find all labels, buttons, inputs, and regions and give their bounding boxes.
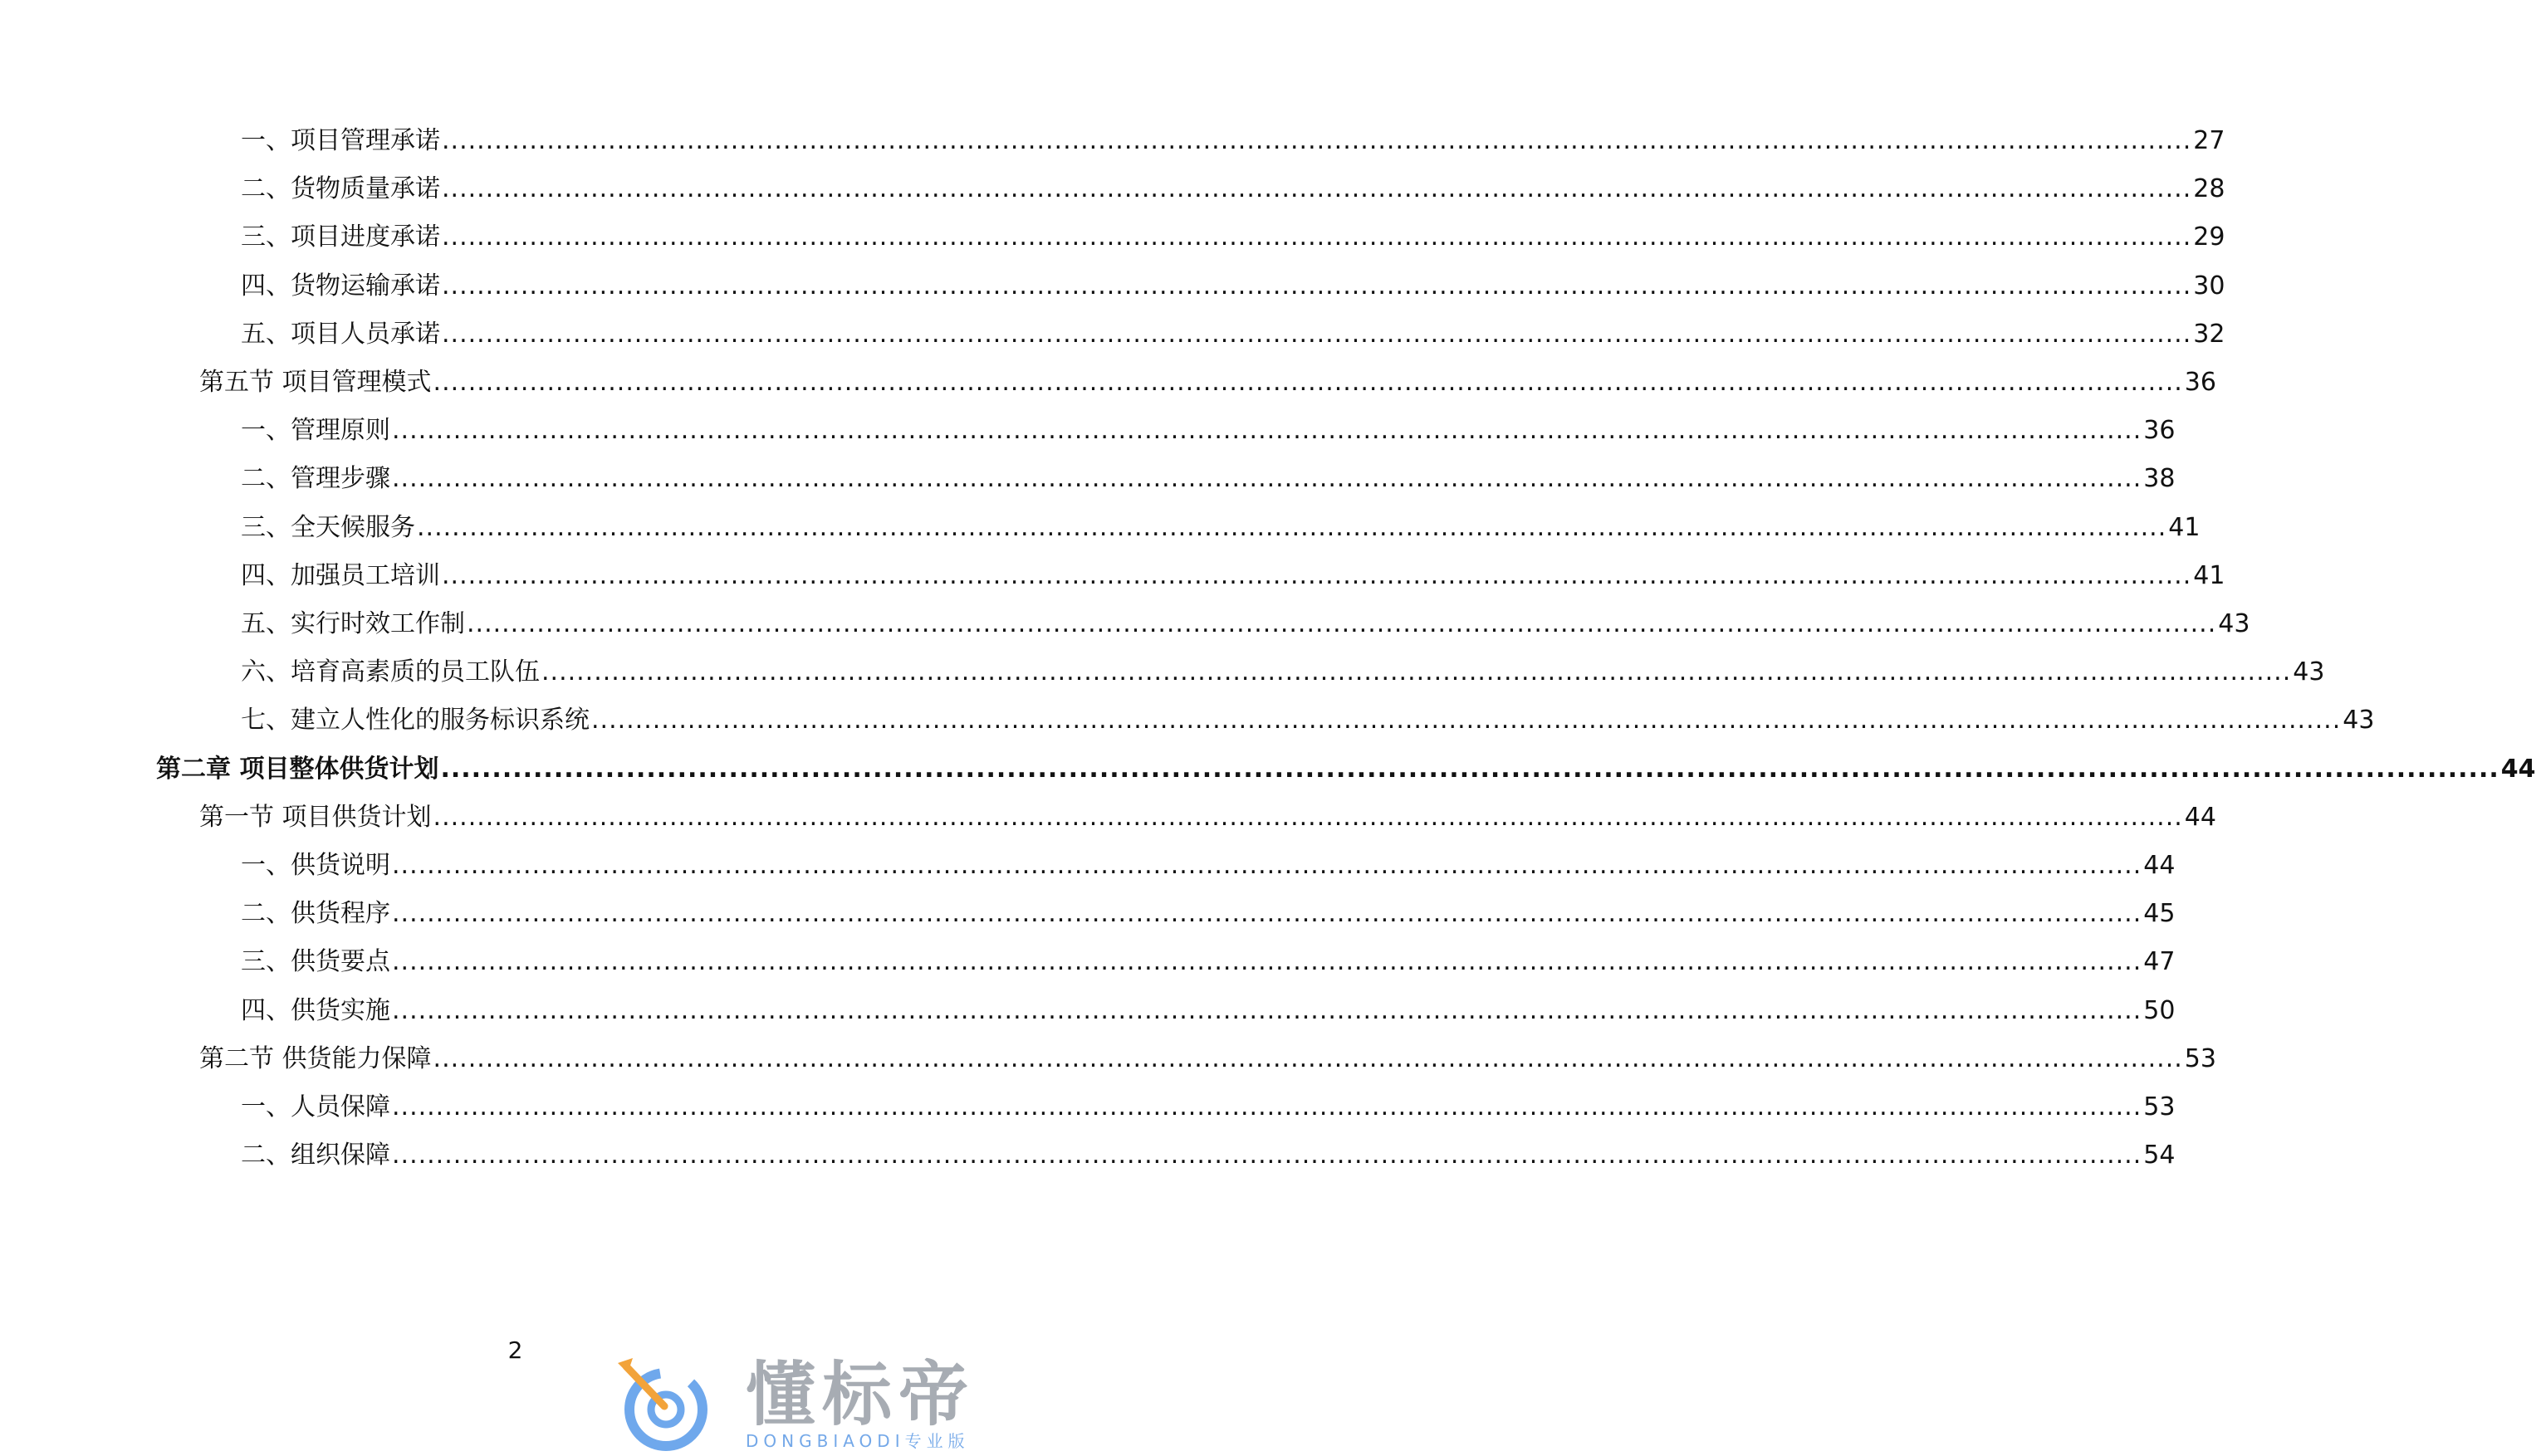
watermark-brand: 懂标帝 [746, 1354, 976, 1435]
toc-dot-leader: ........................................................................................................................................................................................................ [392, 851, 2142, 880]
toc-dot-leader: ........................................................................................................................................................................................................ [467, 609, 2217, 638]
toc-entry[interactable] [241, 654, 2325, 691]
toc-dot-leader: ........................................................................................................................................................................................................ [392, 464, 2142, 493]
toc-entry-label: 一、人员保障 [241, 1092, 390, 1121]
toc-entry-label: 二、组织保障 [241, 1141, 390, 1170]
toc-entry-page: 29 [2193, 222, 2225, 252]
toc-dot-leader: ........................................................................................................................................................................................................ [442, 174, 2192, 203]
toc-dot-leader: ........................................................................................................................................................................................................ [440, 755, 2499, 784]
toc-entry-page: 28 [2193, 174, 2225, 203]
toc-entry[interactable] [199, 799, 2216, 836]
toc-entry-label: 第五节 项目管理模式 [199, 368, 432, 397]
toc-entry[interactable] [241, 896, 2176, 932]
toc-entry-page: 38 [2143, 464, 2176, 493]
toc-entry[interactable] [241, 848, 2176, 884]
toc-entry-page: 54 [2143, 1141, 2176, 1170]
toc-dot-leader: ........................................................................................................................................................................................................ [433, 1044, 2183, 1073]
toc-entry-label: 四、货物运输承诺 [241, 271, 440, 300]
toc-entry[interactable] [241, 461, 2176, 497]
watermark-subtitle: DONGBIAODI专业版 [746, 1431, 970, 1451]
toc-entry[interactable] [156, 751, 2536, 788]
toc-entry-page: 44 [2184, 803, 2216, 832]
toc-entry-page: 53 [2184, 1044, 2216, 1073]
toc-entry-label: 二、供货程序 [241, 899, 390, 928]
toc-dot-leader: ........................................................................................................................................................................................................ [392, 1141, 2142, 1170]
toc-dot-leader: ........................................................................................................................................................................................................ [392, 996, 2142, 1025]
toc-entry-label: 第二节 供货能力保障 [199, 1044, 432, 1073]
toc-dot-leader: ........................................................................................................................................................................................................ [442, 126, 2192, 155]
toc-entry[interactable] [241, 944, 2176, 980]
toc-dot-leader: ........................................................................................................................................................................................................ [417, 513, 2167, 542]
toc-entry[interactable] [241, 510, 2201, 546]
toc-entry-page: 43 [2343, 706, 2375, 735]
toc-entry-page: 36 [2184, 368, 2216, 397]
toc-dot-leader: ........................................................................................................................................................................................................ [392, 899, 2142, 928]
toc-entry-page: 50 [2143, 996, 2176, 1025]
toc-entry-page: 45 [2143, 899, 2176, 928]
target-logo-icon [614, 1355, 722, 1453]
toc-dot-leader: ........................................................................................................................................................................................................ [591, 706, 2342, 735]
toc-entry-label: 一、供货说明 [241, 851, 390, 880]
toc-entry-label: 四、供货实施 [241, 996, 390, 1025]
toc-entry-page: 32 [2193, 320, 2225, 349]
toc-entry-page: 47 [2143, 947, 2176, 976]
toc-dot-leader: ........................................................................................................................................................................................................ [541, 657, 2292, 686]
watermark-logo [614, 1355, 1013, 1453]
toc-entry-label: 第一节 项目供货计划 [199, 803, 432, 832]
toc-entry[interactable] [241, 219, 2225, 256]
toc-entry[interactable] [199, 1041, 2216, 1077]
toc-dot-leader: ........................................................................................................................................................................................................ [442, 320, 2192, 349]
toc-entry-page: 41 [2193, 561, 2225, 590]
toc-entry-page: 30 [2193, 271, 2225, 300]
toc-dot-leader: ........................................................................................................................................................................................................ [433, 368, 2183, 397]
toc-dot-leader: ........................................................................................................................................................................................................ [392, 947, 2142, 976]
toc-entry[interactable] [241, 558, 2225, 594]
toc-entry-label: 第二章 项目整体供货计划 [156, 755, 439, 784]
toc-entry[interactable] [241, 993, 2176, 1029]
toc-entry-label: 四、加强员工培训 [241, 561, 440, 590]
toc-entry-page: 36 [2143, 416, 2176, 445]
toc-entry-label: 五、项目人员承诺 [241, 320, 440, 349]
toc-entry-label: 二、管理步骤 [241, 464, 390, 493]
toc-entry-page: 44 [2500, 755, 2536, 784]
toc-entry-page: 41 [2168, 513, 2201, 542]
toc-entry-label: 六、培育高素质的员工队伍 [241, 657, 540, 686]
toc-dot-leader: ........................................................................................................................................................................................................ [392, 1092, 2142, 1121]
toc-entry-label: 二、货物质量承诺 [241, 174, 440, 203]
toc-entry-label: 三、项目进度承诺 [241, 222, 440, 252]
toc-dot-leader: ........................................................................................................................................................................................................ [442, 561, 2192, 590]
toc-entry-page: 43 [2293, 657, 2325, 686]
page-number: 2 [507, 1336, 523, 1364]
toc-entry[interactable] [241, 268, 2225, 305]
toc-entry[interactable] [199, 364, 2216, 401]
toc-dot-leader: ........................................................................................................................................................................................................ [392, 416, 2142, 445]
toc-entry-label: 七、建立人性化的服务标识系统 [241, 706, 590, 735]
toc-entry-label: 三、供货要点 [241, 947, 390, 976]
toc-entry[interactable] [241, 413, 2176, 449]
toc-entry-label: 五、实行时效工作制 [241, 609, 465, 638]
toc-entry-page: 27 [2193, 126, 2225, 155]
toc-entry-page: 53 [2143, 1092, 2176, 1121]
toc-entry[interactable] [241, 702, 2375, 739]
toc-entry[interactable] [241, 171, 2225, 208]
toc-entry[interactable] [241, 123, 2225, 159]
toc-entry-page: 44 [2143, 851, 2176, 880]
toc-dot-leader: ........................................................................................................................................................................................................ [433, 803, 2183, 832]
toc-entry-label: 三、全天候服务 [241, 513, 415, 542]
toc-dot-leader: ........................................................................................................................................................................................................ [442, 271, 2192, 300]
toc-entry-label: 一、管理原则 [241, 416, 390, 445]
toc-entry[interactable] [241, 316, 2225, 353]
toc-entry[interactable] [241, 1137, 2176, 1174]
toc-entry[interactable] [241, 1089, 2176, 1126]
toc-entry[interactable] [241, 606, 2250, 642]
toc-dot-leader: ........................................................................................................................................................................................................ [442, 222, 2192, 252]
toc-entry-label: 一、项目管理承诺 [241, 126, 440, 155]
toc-entry-page: 43 [2218, 609, 2250, 638]
